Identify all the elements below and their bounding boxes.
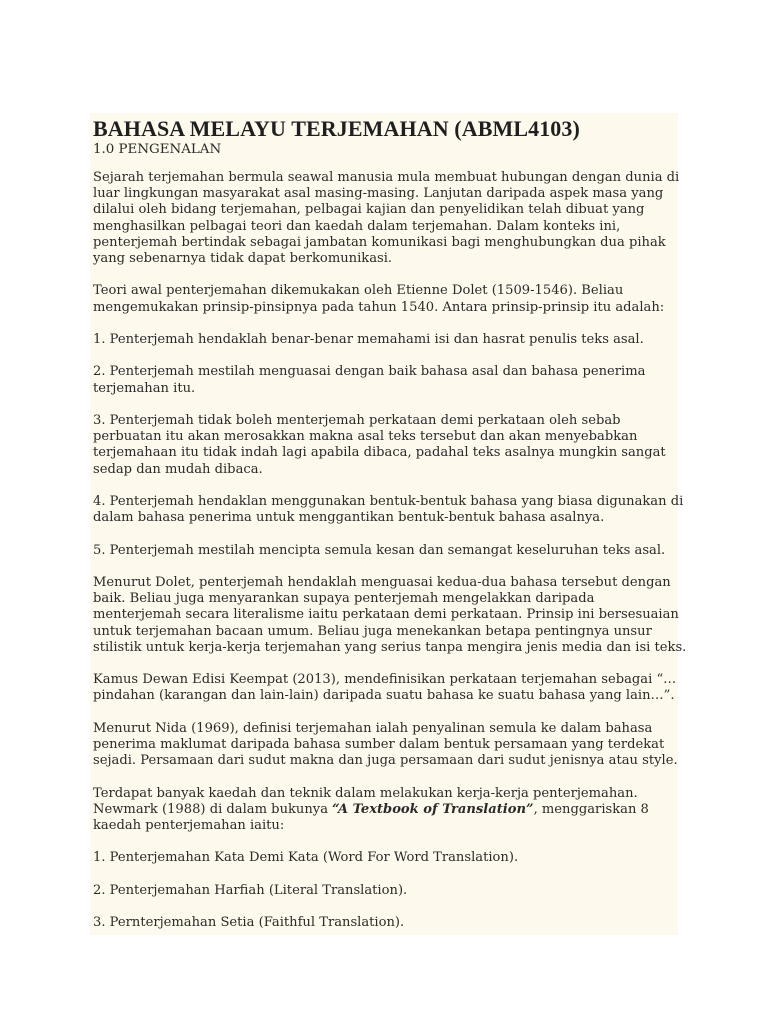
paragraph-line bbox=[93, 802, 675, 818]
paragraph-line: luar lingkungan masyarakat asal masing-masing. Lanjutan daripada aspek masa yang bbox=[93, 186, 664, 202]
paragraph bbox=[93, 364, 675, 396]
paragraph-line: sejadi. Persamaan dari sudut makna dan juga persamaan dari sudut jenisnya atau style. bbox=[93, 753, 678, 769]
text-run: , menggariskan 8 bbox=[533, 801, 649, 817]
book-title: “A Textbook of Translation” bbox=[332, 801, 534, 817]
paragraph-line: 1. Penterjemah hendaklah benar-benar memahami isi dan hasrat penulis teks asal. bbox=[93, 332, 644, 347]
paragraph-line: 1. Penterjemahan Kata Demi Kata (Word For Word Translation). bbox=[93, 850, 519, 866]
paragraph-line: kaedah penterjemahan iaitu: bbox=[93, 817, 285, 833]
paragraph bbox=[93, 493, 684, 526]
paragraph-line: untuk terjemahan bacaan umum. Beliau juga menekankan betapa pentingnya unsur bbox=[93, 623, 652, 639]
document-content bbox=[93, 113, 687, 931]
paragraph-line: Menurut Nida (1969), definisi terjemahan ialah penyalinan semula ke dalam bahasa bbox=[93, 720, 653, 736]
section-heading: 1.0 PENGENALAN bbox=[93, 142, 222, 157]
paragraph-line: 4. Penterjemah hendaklan menggunakan bentuk-bentuk bahasa yang biasa digunakan di bbox=[93, 493, 684, 509]
paragraph-line: penterjemah bertindak sebagai jambatan komunikasi bagi menghubungkan dua pihak bbox=[93, 234, 666, 250]
paragraph-line: Teori awal penterjemahan dikemukakan oleh Etienne Dolet (1509-1546). Beliau bbox=[93, 283, 624, 299]
paragraph-line: pindahan (karangan dan lain-lain) daripada suatu bahasa ke suatu bahasa yang lain…”. bbox=[93, 688, 675, 704]
paragraph-line: sedap dan mudah dibaca. bbox=[93, 461, 263, 477]
paragraph-line: perbuatan itu akan merosakkan makna asal teks tersebut dan akan menyebabkan bbox=[93, 429, 638, 445]
paragraph-line: 5. Penterjemah mestilah mencipta semula kesan dan semangat keseluruhan teks asal. bbox=[93, 542, 666, 558]
paragraph-line: terjemahan itu. bbox=[93, 380, 196, 396]
paragraph-line: Menurut Dolet, penterjemah hendaklah menguasai kedua-dua bahasa tersebut dengan bbox=[93, 574, 671, 590]
paragraph-line: baik. Beliau juga menyarankan supaya penterjemah mengelakkan daripada bbox=[93, 591, 595, 607]
paragraph-line: Kamus Dewan Edisi Keempat (2013), mendefinisikan perkataan terjemahan sebagai “… bbox=[93, 672, 677, 688]
paragraph bbox=[93, 720, 678, 770]
paragraph-line: Sejarah terjemahan bermula seawal manusia mula membuat hubungan dengan dunia di bbox=[93, 170, 680, 185]
paragraph-line: dilalui oleh bidang terjemahan, pelbagai kajian dan penyelidikan telah dibuat yang bbox=[93, 202, 645, 218]
paragraph-line: penerima maklumat daripada bahasa sumber dalam bentuk persamaan yang terdekat bbox=[93, 736, 665, 752]
paragraph bbox=[93, 283, 675, 315]
paragraph-line: dalam bahasa penerima untuk menggantikan bentuk-bentuk bahasa asalnya. bbox=[93, 510, 605, 526]
paragraph bbox=[93, 915, 675, 931]
paragraph-line: 2. Penterjemahan Harfiah (Literal Translation). bbox=[93, 882, 408, 898]
paragraph-line: 3. Penterjemah tidak boleh menterjemah perkataan demi perkataan oleh sebab bbox=[93, 412, 621, 428]
paragraph-line: stilistik untuk kerja-kerja terjemahan yang serius tanpa mengira jenis media dan isi teks. bbox=[93, 639, 687, 655]
paragraph bbox=[93, 332, 675, 348]
paragraph-line: 3. Pernterjemahan Setia (Faithful Translation). bbox=[93, 915, 405, 931]
paragraph-line: menterjemah secara literalisme iaitu perkataan demi perkataan. Prinsip ini bersesuaian bbox=[93, 607, 679, 623]
text-run: Newmark (1988) di dalam bukunya bbox=[93, 801, 333, 817]
paragraph bbox=[93, 883, 675, 899]
document-title: BAHASA MELAYU TERJEMAHAN (ABML4103) bbox=[93, 116, 580, 141]
paragraph-line: mengemukakan prinsip-pinsipnya pada tahun 1540. Antara prinsip-prinsip itu adalah: bbox=[93, 299, 665, 315]
paragraph bbox=[93, 574, 687, 656]
document-page bbox=[90, 113, 687, 935]
paragraph-line: 2. Penterjemah mestilah menguasai dengan baik bahasa asal dan bahasa penerima bbox=[93, 364, 646, 380]
paragraph bbox=[93, 413, 675, 478]
paragraph bbox=[93, 672, 675, 704]
paragraph bbox=[93, 170, 680, 267]
paragraph bbox=[93, 850, 675, 866]
paragraph-line: Terdapat banyak kaedah dan teknik dalam melakukan kerja-kerja penterjemahan. bbox=[93, 785, 638, 801]
paragraph-newmark bbox=[93, 786, 675, 835]
paragraph-line: menghasilkan pelbagai teori dan kaedah dalam terjemahan. Dalam konteks ini, bbox=[93, 218, 621, 234]
paragraph-line: terjemahaan itu tidak indah lagi apabila dibaca, padahal teks asalnya mungkin sangat bbox=[93, 445, 666, 461]
paragraph bbox=[93, 543, 675, 559]
paragraph-line: yang sebenarnya tidak dapat berkomunikasi. bbox=[93, 251, 393, 267]
